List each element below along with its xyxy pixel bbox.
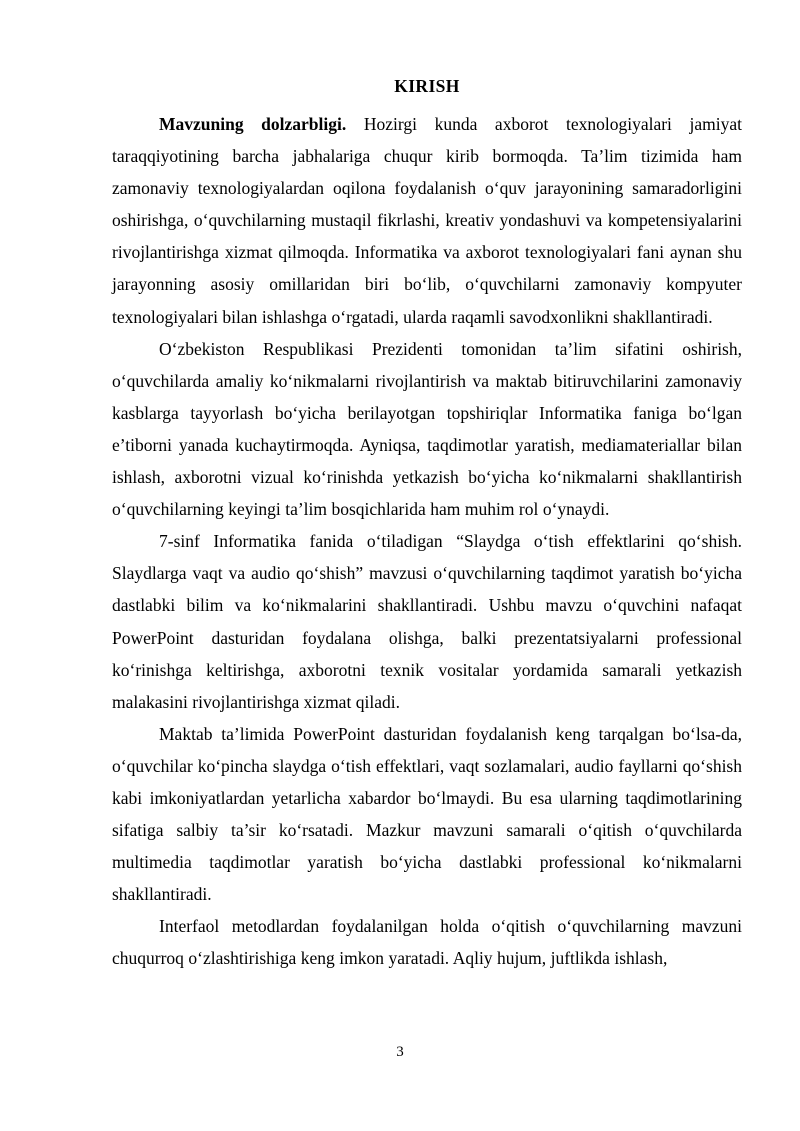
paragraph-text: Interfaol metodlardan foydalanilgan holda o‘qitish o‘quvchilarning mavzuni chuqurroq o‘zlashtirishiga keng imkon yaratadi. Aqliy hujum, juftlikda ishlash, <box>112 916 742 969</box>
paragraph-1 <box>112 108 742 333</box>
paragraph-text: O‘zbekiston Respublikasi Prezidenti tomonidan ta’lim sifatini oshirish, o‘quvchilarda amaliy ko‘nikmalarni rivojlantirish va maktab bitiruvchilarini zamonaviy kasblarga tayyorlash bo‘yicha berilayotgan topshiriqlar Informatika faniga bo‘lgan e’tiborni yanada kuchaytirmoqda. Ayniqsa, taqdimotlar yaratish, mediamateriallar bilan ishlash, axborotni vizual ko‘rinishda yetkazish bo‘yicha ko‘nikmalarni shakllantirish o‘quvchilarning keyingi ta’lim bosqichlarida ham muhim rol o‘ynaydi. <box>112 338 742 520</box>
paragraph-text: 7-sinf Informatika fanida o‘tiladigan “Slaydga o‘tish effektlarini qo‘shish. Slaydlarga vaqt va audio qo‘shish” mavzusi o‘quvchilarning taqdimot yaratish bo‘yicha dastlabki bilim va ko‘nikmalarini shakllantiradi. Ushbu mavzu o‘quvchini nafaqat PowerPoint dasturidan foydalana olishga, balki prezentatsiyalarni professional ko‘rinishga keltirishga, axborotni texnik vositalar yordamida samarali yetkazish malakasini rivojlantirishga xizmat qiladi. <box>112 531 742 712</box>
paragraph-3 <box>112 525 742 718</box>
document-body <box>112 70 742 975</box>
page-number: 3 <box>396 1044 404 1060</box>
paragraph-5 <box>112 910 742 974</box>
paragraph-text: Hozirgi kunda axborot texnologiyalari jamiyat taraqqiyotining barcha jabhalariga chuqur kirib bormoqda. Ta’lim tizimida ham zamonaviy texnologiyalardan oqilona foydalanish o‘quv jarayonining samaradorligini oshirishga, o‘quvchilarning mustaqil fikrlashi, kreativ yondashuvi va kompetensiyalarini rivojlantirishga xizmat qilmoqda. Informatika va axborot texnologiyalari fani aynan shu jarayonning asosiy omillaridan biri bo‘lib, o‘quvchilarni zamonaviy kompyuter texnologiyalari bilan ishlashga o‘rgatadi, ularda raqamli savodxonlikni shakllantiradi. <box>112 114 742 327</box>
paragraph-2 <box>112 333 742 526</box>
paragraph-lead-in: Mavzuning dolzarbligi. <box>159 114 347 134</box>
paragraph-4 <box>112 718 742 911</box>
page-title: KIRISH <box>394 76 460 96</box>
paragraph-text: Maktab ta’limida PowerPoint dasturidan foydalanish keng tarqalgan bo‘lsa-da, o‘quvchilar ko‘pincha slaydga o‘tish effektlari, vaqt sozlamalari, audio fayllarni qo‘shish kabi imkoniyatlardan yetarlicha xabardor bo‘lmaydi. Bu esa ularning taqdimotlarining sifatiga salbiy ta’sir ko‘rsatadi. Mazkur mavzuni samarali o‘qitish o‘quvchilarda multimedia taqdimotlar yaratish bo‘yicha dastlabki professional ko‘nikmalarni shakllantiradi. <box>112 723 742 905</box>
